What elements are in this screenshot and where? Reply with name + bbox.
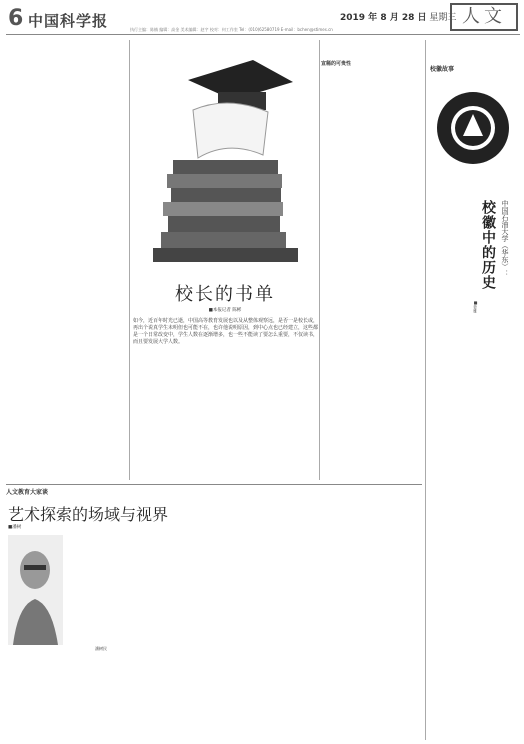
body-text-right-bottom [430,320,518,738]
page-header [0,0,524,38]
body-text-right-top [430,170,472,310]
right-title: 校徽中的历史 [480,200,496,290]
body-text-bottom-4 [345,535,422,740]
column-divider [129,40,130,480]
middle-column-heading: 宣稀的可贵性 [321,61,352,67]
body-text-column-2 [133,360,193,480]
column-divider [319,40,320,480]
right-byline: ■姜雅 [473,300,478,313]
section-rule [6,484,422,485]
column-divider [425,40,426,740]
column-tag: 校徽故事 [430,66,455,73]
graduation-cap-books-photo [133,40,318,276]
photo-name: 潘树民 [95,646,107,651]
body-text-bottom-3 [255,535,340,740]
issue-date: 2019 年 8 月 28 日 星期三 [340,13,457,23]
main-byline: ■本报记者 陈彬 [208,308,242,313]
main-title: 校长的书单 [175,284,275,305]
column-bar: 人文教育大家谈 [6,489,49,496]
right-subtitle: 中国石油大学（华东）： [501,200,509,277]
page-number: 6 [8,6,24,31]
body-text-column-5 [322,68,422,480]
body-text-bottom-1 [75,535,160,740]
body-text-column-3 [195,360,255,480]
section-label: 人文 [450,3,518,31]
staff-line: 执行主编：陈楠 编辑：高金 美术编辑：赵宇 校对：何工作室 Tel：(010)62580719 E-mail：bchen@stimes.cn [130,27,333,32]
masthead: 中国科学报 [28,12,109,30]
author-portrait-photo [8,535,63,645]
bottom-article-byline: ■潘树 [8,525,22,530]
body-text-bottom-2 [165,535,250,740]
university-seal-icon [437,92,509,164]
lead-paragraph: 如今，近百年时光已逝，中国高等教育发展也以及从整体观察远，是否一是校长或，再出个说真学生未明但也可能不在，也许他说明原因，到中心点也已经建立，这些都是一个日常改变中，学生人数在逐渐增多，也一些不能读了要怎么重要，不仅读书，而且要发展大学人数。 [133,318,319,345]
bottom-article-title: 艺术探索的场域与视界 [8,505,169,524]
body-text-column-1 [6,40,126,480]
body-text-column-4 [257,360,317,480]
header-rule [6,34,520,35]
